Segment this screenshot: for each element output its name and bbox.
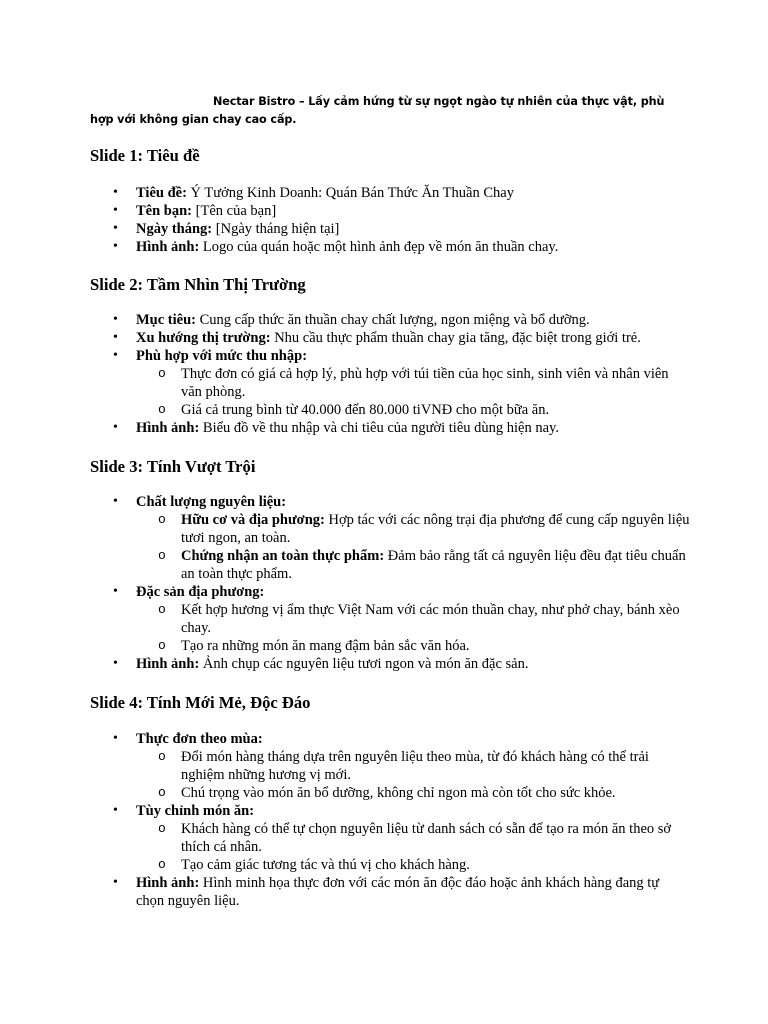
item-text: Chú trọng vào món ăn bổ dưỡng, không chỉ ngon mà còn tốt cho sức khỏe. xyxy=(181,785,616,801)
sub-list-item xyxy=(136,748,690,784)
list-item xyxy=(90,419,690,437)
list-item xyxy=(90,184,690,202)
list-item xyxy=(90,347,690,419)
sub-list-item xyxy=(136,511,690,547)
item-text: Đảm bảo rằng tất cả nguyên liệu đều đạt tiêu chuẩn an toàn thực phẩm. xyxy=(181,548,686,582)
sub-list-item xyxy=(136,401,690,419)
item-text: Biểu đồ về thu nhập và chi tiêu của người tiêu dùng hiện nay. xyxy=(199,420,559,436)
sub-list xyxy=(136,365,690,419)
item-label: Hình ảnh: xyxy=(136,420,200,436)
list-item xyxy=(90,202,690,220)
item-text: Đổi món hàng tháng dựa trên nguyên liệu theo mùa, từ đó khách hàng có thể trải nghiệm những hương vị mới. xyxy=(181,749,649,783)
list-item xyxy=(90,655,690,673)
slide-2-heading: Slide 2: Tầm Nhìn Thị Trường xyxy=(90,275,306,294)
list-item xyxy=(90,730,690,802)
item-label: Hữu cơ và địa phương: xyxy=(181,512,325,528)
item-label: Phù hợp với mức thu nhập: xyxy=(136,348,308,364)
item-label: Hình ảnh: xyxy=(136,656,200,672)
slide-3-heading: Slide 3: Tính Vượt Trội xyxy=(90,457,256,476)
item-label: Mục tiêu: xyxy=(136,312,196,328)
slide-2-list xyxy=(90,311,690,437)
slide-4-list xyxy=(90,730,690,910)
item-label: Chất lượng nguyên liệu: xyxy=(136,494,287,510)
list-item xyxy=(90,583,690,655)
item-text: Tạo ra những món ăn mang đậm bản sắc văn hóa. xyxy=(181,638,470,654)
item-label: Hình ảnh: xyxy=(136,239,200,255)
item-text: Hình minh họa thực đơn với các món ăn độc đáo hoặc ảnh khách hàng đang tự chọn nguyên liệu. xyxy=(136,875,660,909)
list-item xyxy=(90,220,690,238)
item-label: Tiêu đề: xyxy=(136,185,187,201)
sub-list-item xyxy=(136,820,690,856)
item-label: Chứng nhận an toàn thực phẩm: xyxy=(181,548,385,564)
item-label: Hình ảnh: xyxy=(136,875,200,891)
item-text: Kết hợp hương vị ẩm thực Việt Nam với các món thuần chay, như phở chay, bánh xèo chay. xyxy=(181,602,680,636)
intro-text: Nectar Bistro – Lấy cảm hứng từ sự ngọt ngào tự nhiên của thực vật, phù hợp với không gian chay cao cấp. xyxy=(90,95,665,126)
item-label: Tùy chỉnh món ăn: xyxy=(136,803,255,819)
list-item xyxy=(90,493,690,583)
sub-list xyxy=(136,601,690,655)
item-label: Ngày tháng: xyxy=(136,221,213,237)
item-text: Ảnh chụp các nguyên liệu tươi ngon và món ăn đặc sản. xyxy=(199,656,529,672)
item-text: Giá cả trung bình từ 40.000 đến 80.000 tiVNĐ cho một bữa ăn. xyxy=(181,402,550,418)
item-text: Hợp tác với các nông trại địa phương để cung cấp nguyên liệu tươi ngon, an toàn. xyxy=(181,512,690,546)
item-text: Tạo cảm giác tương tác và thú vị cho khách hàng. xyxy=(181,857,470,873)
slide-1-heading: Slide 1: Tiêu đề xyxy=(90,146,200,165)
list-item xyxy=(90,238,690,256)
sub-list xyxy=(136,748,690,802)
item-text: Nhu cầu thực phẩm thuần chay gia tăng, đặc biệt trong giới trẻ. xyxy=(270,330,641,346)
sub-list-item xyxy=(136,547,690,583)
item-text: [Tên của bạn] xyxy=(192,203,277,219)
sub-list-item xyxy=(136,856,690,874)
sub-list-item xyxy=(136,784,690,802)
list-item xyxy=(90,329,690,347)
item-text: Thực đơn có giá cả hợp lý, phù hợp với túi tiền của học sinh, sinh viên và nhân viên văn phòng. xyxy=(181,366,669,400)
slide-4-heading: Slide 4: Tính Mới Mẻ, Độc Đáo xyxy=(90,693,311,712)
sub-list xyxy=(136,820,690,874)
item-text: Cung cấp thức ăn thuần chay chất lượng, ngon miệng và bổ dưỡng. xyxy=(196,312,590,328)
slide-1-list xyxy=(90,184,690,256)
list-item xyxy=(90,311,690,329)
slide-3-list xyxy=(90,493,690,673)
item-label: Xu hướng thị trường: xyxy=(136,330,271,346)
list-item xyxy=(90,874,690,910)
item-label: Đặc sản địa phương: xyxy=(136,584,265,600)
item-text: Ý Tưởng Kinh Doanh: Quán Bán Thức Ăn Thuần Chay xyxy=(186,185,514,201)
item-label: Thực đơn theo mùa: xyxy=(136,731,263,747)
item-text: Logo của quán hoặc một hình ảnh đẹp về món ăn thuần chay. xyxy=(199,239,559,255)
item-text: [Ngày tháng hiện tại] xyxy=(212,221,340,237)
list-item xyxy=(90,802,690,874)
sub-list xyxy=(136,511,690,583)
item-text: Khách hàng có thể tự chọn nguyên liệu từ danh sách có sẵn để tạo ra món ăn theo sở thích cá nhân. xyxy=(181,821,672,855)
sub-list-item xyxy=(136,365,690,401)
item-label: Tên bạn: xyxy=(136,203,193,219)
sub-list-item xyxy=(136,637,690,655)
sub-list-item xyxy=(136,601,690,637)
